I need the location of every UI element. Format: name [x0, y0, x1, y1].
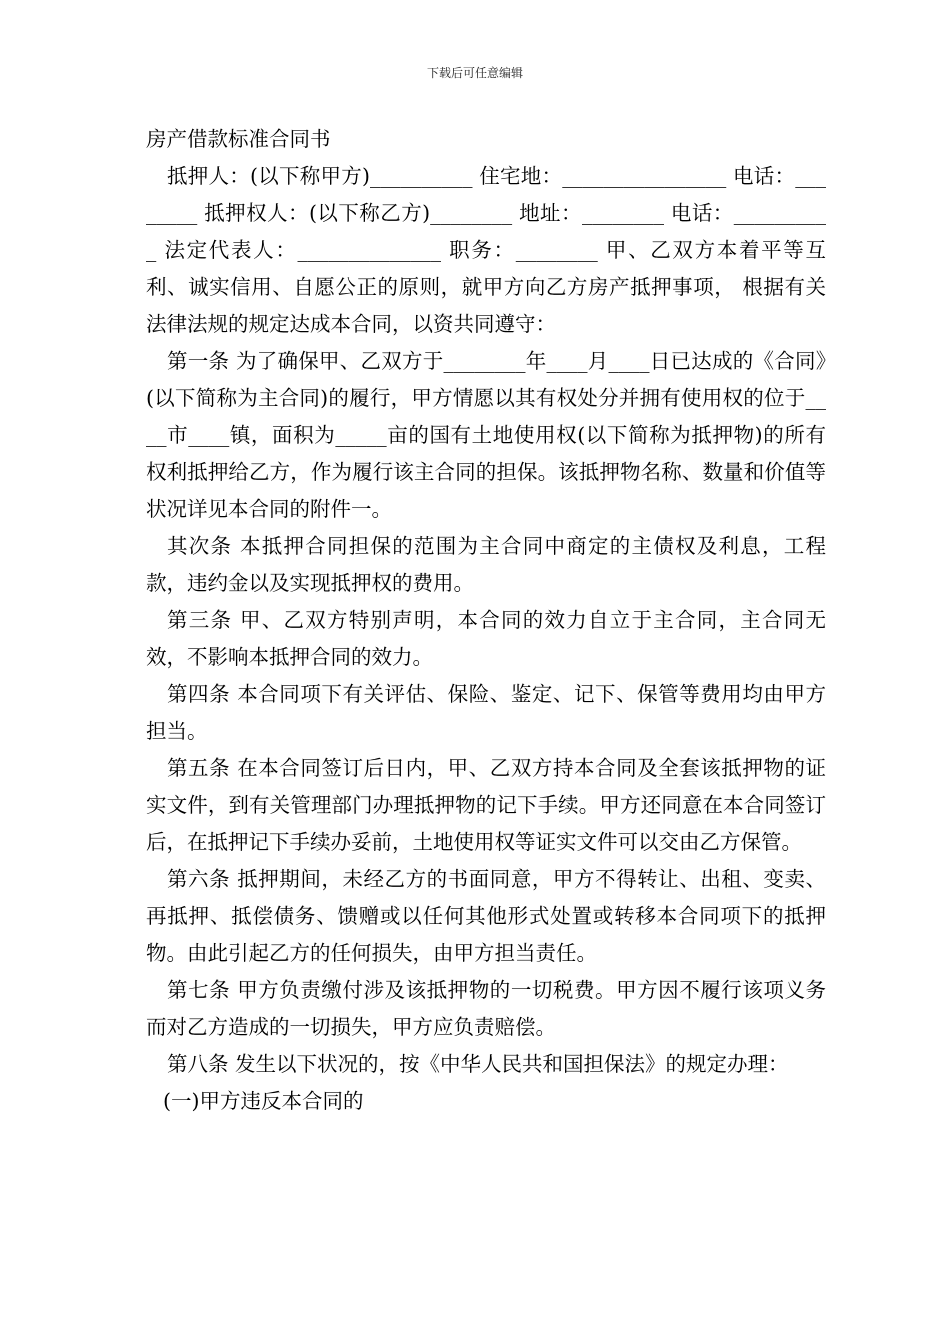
paragraph-article-5: 第五条 在本合同签订后日内，甲、乙双方持本合同及全套该抵押物的证实文件，到有关管理部门办理抵押物的记下手续。甲方还同意在本合同签订后，在抵押记下手续办妥前，土地使用权等证实文件可以交由乙方保管。 — [146, 756, 826, 854]
page-header: 下载后可任意编辑 — [426, 66, 523, 80]
paragraph-article-8: 第八条 发生以下状况的，按《中华人民共和国担保法》的规定办理： — [167, 1052, 789, 1076]
paragraph-article-3: 第三条 甲、乙双方特别声明，本合同的效力自立于主合同，主合同无效，不影响本抵押合同的效力。 — [146, 608, 826, 669]
paragraph-article-4: 第四条 本合同项下有关评估、保险、鉴定、记下、保管等费用均由甲方担当。 — [146, 682, 826, 743]
paragraph-article-7: 第七条 甲方负责缴付涉及该抵押物的一切税费。甲方因不履行该项义务而对乙方造成的一切损失，甲方应负责赔偿。 — [146, 978, 826, 1039]
paragraph-article-2: 其次条 本抵押合同担保的范围为主合同中商定的主债权及利息，工程款，违约金以及实现抵押权的费用。 — [146, 534, 826, 595]
paragraph-parties: 抵押人：(以下称甲方)__________ 住宅地：________________ 电话：________ 抵押权人：(以下称乙方)________ 地址：________ 电话：__________ 法定代表人：______________ 职务：________ 甲、乙双方本着平等互利、诚实信用、自愿公正的原则，就甲方向乙方房产抵押事项， 根据有关法律法规的规定达成本合同，以资共同遵守： — [146, 164, 826, 336]
paragraph-item-1: (一)甲方违反本合同的 — [163, 1089, 364, 1113]
paragraph-article-6: 第六条 抵押期间，未经乙方的书面同意，甲方不得转让、出租、变卖、再抵押、抵偿债务、馈赠或以任何其他形式处置或转移本合同项下的抵押物。由此引起乙方的任何损失，由甲方担当责任。 — [146, 867, 826, 965]
document-title: 房产借款标准合同书 — [146, 127, 331, 151]
document-body — [146, 121, 826, 1120]
paragraph-article-1: 第一条 为了确保甲、乙双方于________年____月____日已达成的《合同》(以下简称为主合同)的履行，甲方情愿以其有权处分并拥有使用权的位于____市____镇，面积为_____亩的国有土地使用权(以下简称为抵押物)的所有权利抵押给乙方，作为履行该主合同的担保。该抵押物名称、数量和价值等状况详见本合同的附件一。 — [146, 349, 826, 521]
